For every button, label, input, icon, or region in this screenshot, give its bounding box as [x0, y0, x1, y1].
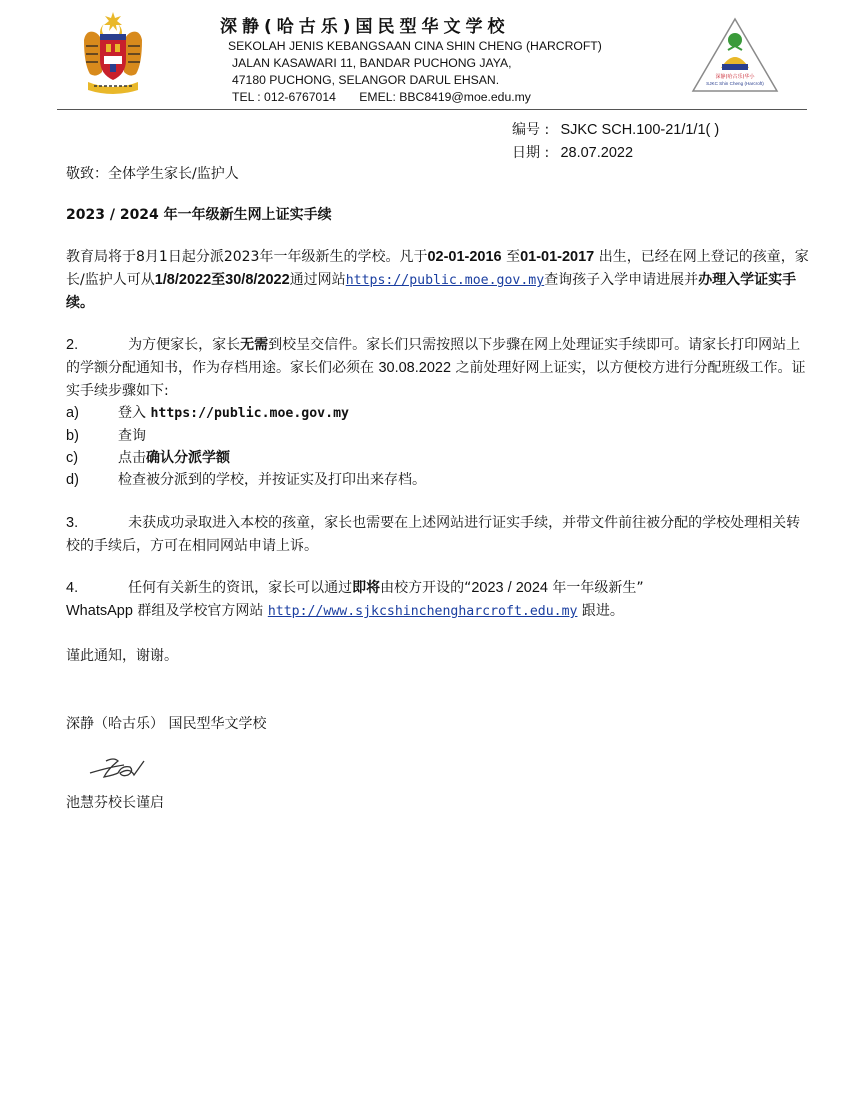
- signatory-name: 池慧芬校长谨启: [66, 795, 164, 811]
- telephone: TEL : 012-6767014: [232, 90, 336, 104]
- step-item: [66, 447, 230, 467]
- letter-date-label: 日期 :: [512, 145, 550, 161]
- step-emphasis: 确认分派学额: [146, 450, 230, 466]
- school-name-malay: SEKOLAH JENIS KEBANGSAAN CINA SHIN CHENG (HARCROFT): [228, 39, 602, 53]
- step-text: 点击: [118, 450, 146, 466]
- step-key: c): [66, 450, 79, 466]
- step-key: a): [66, 405, 79, 421]
- p2-emphasis: 无需: [240, 337, 269, 353]
- school-website-link[interactable]: http://www.sjkcshinchengharcroft.edu.my: [267, 604, 578, 619]
- reference-number-value: SJKC SCH.100-21/1/1( ): [560, 122, 720, 138]
- step-item: [66, 425, 146, 445]
- malaysia-crest-icon: [80, 10, 146, 96]
- address-line-1: JALAN KASAWARI 11, BANDAR PUCHONG JAYA,: [232, 56, 512, 70]
- step-text: 检查被分派到的学校，并按证实及打印出来存档。: [118, 472, 426, 488]
- paragraph-2: [66, 334, 814, 403]
- email: EMEL: BBC8419@moe.edu.my: [359, 90, 531, 104]
- p4-text: 任何有关新生的资讯，家长可以通过: [128, 580, 353, 596]
- p4-text: 年一年级新生”: [547, 580, 644, 596]
- school-logo-icon: [690, 16, 780, 94]
- svg-text:SJKC Shin Cheng (Harcroft): SJKC Shin Cheng (Harcroft): [706, 81, 764, 86]
- closing-remark: 谨此通知，谢谢。: [66, 648, 178, 664]
- step-key: d): [66, 472, 79, 488]
- step-item: [66, 469, 426, 489]
- p1-text: 查询孩子入学申请进展并: [544, 272, 699, 288]
- paragraph-4: [66, 577, 814, 623]
- svg-text:深静(哈古乐)华小: 深静(哈古乐)华小: [715, 74, 755, 80]
- paragraph-number: 4.: [66, 580, 79, 596]
- p4-text: 由校方开设的“: [380, 580, 472, 596]
- p1-text: 至: [211, 272, 226, 288]
- p1-text: 通过网站: [289, 272, 346, 288]
- p2-text: 到校呈交信件。家长们只需按照以下步骤在网上处理证实手续即可。请家长打印网站上的学额分配通知书，作为存档用途。家长们必须在: [66, 337, 801, 376]
- moe-website-link[interactable]: https://public.moe.gov.my: [345, 273, 545, 288]
- p4-text: 群组及学校官方网站: [132, 603, 268, 619]
- p2-text: 之前处理好网上证实，以方便校方进行分配班级工作。证实手续步骤如下:: [66, 360, 806, 399]
- paragraph-number: 2.: [66, 337, 79, 353]
- salutation: 敬致：全体学生家长/监护人: [66, 166, 239, 182]
- p2-text: 为方便家长，家长: [128, 337, 241, 353]
- letter-date-value: 28.07.2022: [560, 145, 634, 161]
- step-text: 查询: [118, 428, 146, 444]
- p1-text: 至: [501, 249, 521, 265]
- paragraph-3: [66, 512, 814, 558]
- deadline-date: 30.08.2022: [378, 360, 452, 376]
- p1-emphasis: 办理入学证实手续。: [66, 272, 797, 311]
- paragraph-1: [66, 246, 814, 315]
- period-start: 1/8/2022: [154, 272, 212, 288]
- birth-date-to: 01-01-2017: [520, 249, 595, 265]
- reference-number: [512, 119, 719, 139]
- step-text: 登入: [118, 405, 151, 421]
- p4-emphasis: 即将: [352, 580, 381, 596]
- p4-text: 跟进。: [577, 603, 624, 619]
- group-year: 2023 / 2024: [471, 580, 548, 596]
- address-line-2: 47180 PUCHONG, SELANGOR DARUL EHSAN.: [232, 73, 500, 87]
- whatsapp-label: WhatsApp: [66, 603, 133, 619]
- letter-heading: 2023 / 2024 年一年级新生网上证实手续: [66, 207, 332, 223]
- p1-text: 出生，已经在网上登记的孩童，家长/监护人可从: [66, 249, 809, 288]
- step-item: [66, 402, 349, 422]
- step-login-url[interactable]: https://public.moe.gov.my: [150, 406, 349, 421]
- reference-number-label: 编号 :: [512, 122, 550, 138]
- signature-icon: [86, 747, 176, 781]
- signature-school: 深静（哈古乐） 国民型华文学校: [66, 716, 267, 732]
- letter-date: [512, 142, 633, 162]
- header-divider: [57, 109, 807, 110]
- period-end: 30/8/2022: [225, 272, 290, 288]
- p3-text: 未获成功录取进入本校的孩童，家长也需要在上述网站进行证实手续，并带文件前往被分配的学校处理相关转校的手续后，方可在相同网站申请上诉。: [66, 515, 801, 554]
- contact-line: [232, 90, 551, 104]
- p1-text: 教育局将于8月1日起分派2023年一年级新生的学校。凡于: [66, 249, 428, 265]
- step-key: b): [66, 428, 79, 444]
- paragraph-number: 3.: [66, 515, 79, 531]
- birth-date-from: 02-01-2016: [427, 249, 502, 265]
- school-name-chinese: 深静(哈古乐)国民型华文学校: [220, 17, 510, 37]
